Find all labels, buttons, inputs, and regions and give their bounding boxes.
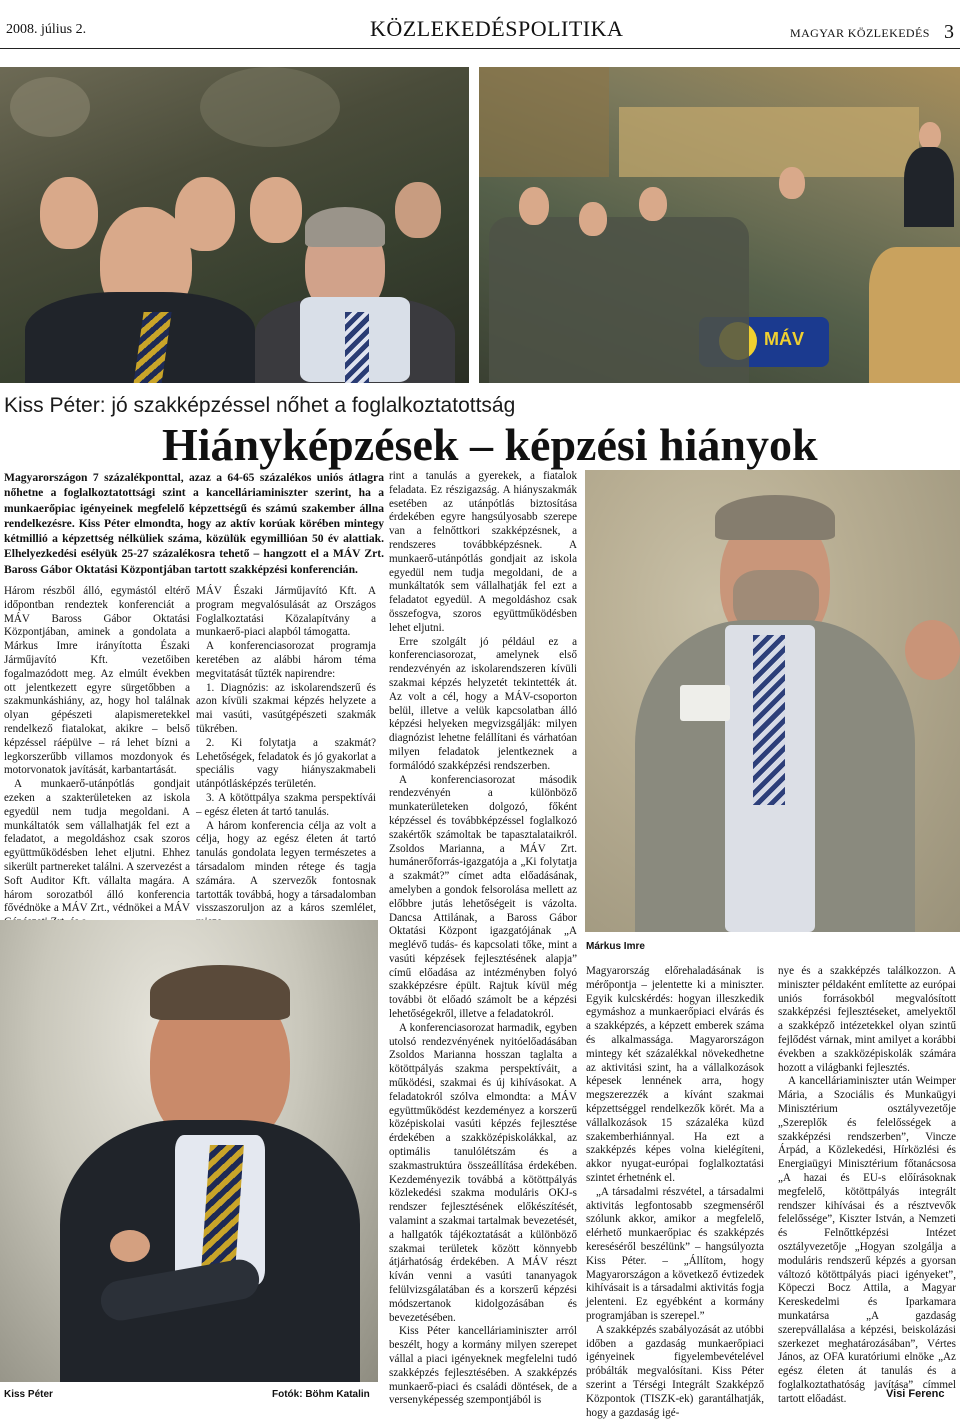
page-number: 3 [944,21,954,43]
issue-date: 2008. július 2. [6,22,87,37]
article-kicker: Kiss Péter: jó szakképzéssel nőhet a foglalkoztatottság [4,394,516,417]
paragraph: MÁV Északi Járműjavító Kft. A program megvalósulását az Országos Foglalkoztatási Közalapítvány a munkaerő-piaci alapból támogatta. [196,585,376,639]
markus-imre-photo [585,470,960,932]
paragraph: A kancelláriaminiszter után Weimper Mária, a Szociális és Munkaügyi Minisztérium osztályvezetője „Szereplők és felelősségek a szakképzési rendszerben”, Vincze Árpád, a Közlekedési, Hírközlési és Energiaügyi Minisztérium főtanácsosa „A hazai és EU-s előírásoknak megfelelő, kötöttpályás integrált rendszer kihívásai és a résztvevők felelőssége”, Kiszter István, a Nemzeti és Felnőttképzési Intézet osztályvezetője „Hogyan szolgálja a moduláris rendszerű képzés a gyorsan változó kötöttpályás piaci igényeket”, Köpeczi Bocz Attila, a Magyar Kereskedelmi és Iparkamara munkatársa „A gazdaság szerepvállalása a képzési, beiskolázási szerkezet meghatározásában”, Vértes János, az OFA kuratóriumi elnöke „Az egész életen át tanulás és a foglalkoztathatóság javítása” címmel tartott előadást. [778,1075,956,1405]
body-column-3 [389,470,577,1408]
article-lead: Magyarországon 7 százalékponttal, azaz a 64-65 százalékos uniós átlagra nőhetne a foglalkoztatottsági szint a kancelláriaminiszter szerint, ha a munkaerőpiac igényeinek megfelelő képzettségű és számú szakember állna rendelkezésre. Kiss Péter elmondta, hogy az aktív korúak körében mintegy kétmillió a képzettség nélküliek száma, közülük egymillióan 50 év alattiak. Elhelyezkedési esélyük 25-27 százalékosra tehető – hangzott el a MÁV Zrt. Baross Gábor Oktatási Központjában tartott szakképzési konferencián. [4,471,384,576]
audience-photo-left [0,67,469,383]
body-column-1 [4,585,190,930]
paragraph: 1. Diagnózis: az iskolarendszerű és azon kívüli szakmai képzés helyzete a mai vasúti, vasútgépészeti szakmák tükrében. [196,681,376,735]
paragraph: rint a tanulás a gyerekek, a fiatalok feladata. Ez részigazság. A hiányszakmák esetében az utánpótlás biztosítása érdekében egyre hangsúlyosabb szerepe van a felnőttkori szakképzésnek, a rendszeres továbbképzésnek. A munkaerő-utánpótlás gondjait az iskola egyedül nem tudja megoldani, de a munkáltatók sem vállalhatják fel ezt a feladatot egyedül. A megoldáshoz csak összefogva, szoros együttműködésben lehet eljutni. [389,470,577,634]
mav-logo-text: MÁV [764,329,804,349]
paragraph: A munkaerő-utánpótlás gondjait ezeken a szakterületeken az iskola egyedül nem tudja megoldani. A munkáltatók sem vállalhatják fel ezt a feladatot, a megoldáshoz csak szoros együttműködésben lehet eljutni. Ehhez sikerült partnereket találni. A szervezést a Soft Auditor Kft. vállalta magára. A három sorozatból álló konferencia fővédnöke a MÁV Zrt., védnökei a MÁV [4,778,190,915]
body-column-5 [778,965,956,1407]
paragraph: A szakképzés szabályozását az utóbbi időben a gazdaság munkaerőpiaci igényeinek figyelembevételével próbálták megvalósítani. Kiss Péter szerint a Térségi Integrált Szakképző Központok (TISZK-ek) garantálhatják, hogy a gazdaság igé- [586,1323,764,1419]
paragraph: A konferenciasorozat programja keretében az alábbi három téma megvitatását tűzték napirendre: [196,640,376,680]
newspaper-name: MAGYAR KÖZLEKEDÉS [790,26,930,40]
conference-room-photo [479,67,960,383]
article-headline: Hiányképzések – képzési hiányok [162,419,818,470]
caption-kiss-peter: Kiss Péter [4,1389,53,1400]
paragraph: 3. A kötöttpálya szakma perspektívái – egész életen át tartó tanulás. [196,791,376,818]
paragraph: Három részből álló, egymástól eltérő időpontban rendeztek konferenciát a MÁV Baross Gábor Oktatási Központjában, aminek a gondolata a Márkus Imre irányította Északi Járműjavító Kft. vezetőiben fogalmazódott meg. Az elmúlt években ott jelentkezett egyre sürgetőbben a szakmunkáshiány, az, hogy hol találnak olyan gépészeti alapismeretekkel rendelkező fiatalokat, akikre – belső képzéssel ráépülve – rá lehet bízni a legkorszerűbb villamos mozdonyok és motorvonatok javítását, karbantartását. [4,585,190,777]
paragraph: Erre szolgált jó például ez a konferenciasorozat, amelynek első rendezvényén az iskolarendszeren kívüli szakmai képzés helyzetét tekintették át. Az volt a cél, hogy a MÁV-csoporton belül, illetve a velük kapcsolatban álló képzési helyeken megvizsgálják: milyen diagnózist lehetne felállítani és várhatóan milyen feladatok jelentkeznek a formálódó szakképzési rendszerben. [389,635,577,772]
paragraph: A konferenciasorozat második rendezvényén a különböző munkaterületeken dolgozó, főként képzéssel és továbbképzéssel foglalkozó szakértők számoltak be tapasztalataikról. Zsoldos Marianna, a MÁV Zrt. humánerőforrás-igazgatója a „Ki folytatja a szakmát?” címet adta előadásának, amelyben a gondok felsorolása mellett az előbbre jutás lehetőségeit is vázolta. Dancsa Attilának, a Baross Gábor Oktatási Központ igazgatójának „A meglévő tudás- és kapcsolati tőke, mint a vasúti képzések fejlesztésének alapja” című előadása az intézményben folyó szakképzésre épült. Rajtuk kívül még további öt előadó számolt be a képzési lehetőségekről, illetve a feladatokról. [389,773,577,1021]
section-title: KÖZLEKEDÉSPOLITIKA [370,16,624,41]
body-column-4 [586,965,764,1420]
paragraph: Magyarország előrehaladásának is mérőpontja – jelentette ki a miniszter. Egyik kulcskérdés: hogyan illeszkedik egymáshoz a munkaerőpiaci elvárás és a szakképzés, a képzett emberek száma és alkalmassága. Magyarországon mintegy két százalékkal növekedhetne az aktivitási szint, ha a vállalkozások képesek lennének arra, hogy megszerezzék a kívánt szakmai képzettséggel rendelkezők körét. Ma a vállalkozások 15 százaléka küzd szakemberhiánnyal. Ha ezt a szakképzés képes volna kielégíteni, akkor nyugat-európai foglalkoztatási szintet érhetnénk el. [586,965,764,1184]
paragraph: A három konferencia célja az volt a célja, hogy az egész életen át tartó tanulás gondolata legyen természetes a társadalom minden rétege és tagja számára. A szervezők fontosnak tartották továbbá, hogy a társadalomban visszaszoruljon az a káros szemlélet, [196,819,376,915]
body-column-2 [196,585,376,930]
kiss-peter-photo [0,920,378,1382]
caption-markus-imre: Márkus Imre [586,941,645,952]
paragraph: nye és a szakképzés találkozzon. A miniszter példaként említette az európai uniós forrásokból megvalósított szakképzési fejlesztéseket, amelyektől a szakképző intézetekkel olyan szintű fejlődést várnak, mint amilyet a korábbi években a szakközépiskolák számára hozott a világbanki fejlesztés. [778,965,956,1074]
paragraph: 2. Ki folytatja a szakmát? Lehetőségek, feladatok és jó gyakorlat a speciális vagy hiányszakmabeli utánpótlásképzés területén. [196,736,376,791]
paragraph: Kiss Péter kancelláriaminiszter arról beszélt, hogy a kormány milyen szerepet vállal a piaci igényeknek megfelelni tudó szakképzés fejlesztésében. A szakképzés munkaerő-piaci és családi döntések, de a versenyképesség szempontjából is [389,1325,577,1407]
paragraph: „A társadalmi részvétel, a társadalmi aktivitás legfontosabb szegmenséről szólunk akkor, amikor a megfelelő, elérhető munkaerőpiac és szakképzés kereséséről beszélünk” – hangsúlyozta Kiss Péter. – „Állítom, hogy Magyarországon a következő évtizedek kihívásait is a társadalmi aktivitás fogja jelenteni. Ez egyébként a kormány programjában is szerepel.” [586,1185,764,1322]
header-rule [0,48,960,49]
author-signature: Visi Ferenc [886,1388,945,1400]
paragraph: A konferenciasorozat harmadik, egyben utolsó rendezvényének nyitóelőadásában Zsoldos Marianna hosszan taglalta a kötöttpályás szakma perspektíváit, a működési, szakmai és új kihívásokat. A feladatokról szólva elmondta: a MÁV együttműködést kezdeményez a korszerű középiskolai vasúti képzés fejlesztése érdekében a szakközépiskolákkal, az optimális tanulólétszám és a szakmastruktúra összeállítása érdekében. Kezdeményezik továbbá a kötöttpályás közlekedési szakma moduláris OKJ-s rendszer fejlesztésének előkészítését, valamint a szakmai tartalmak bevezetését, a hallgatók tájékoztatását a különböző szakmai területek között könnyebb átjárhatóság érdekében. A MÁV részt kíván venni a vasúti tananyagok felülvizsgálatában és a korszerű képzési módszertanok kidolgozásában és bevezetésében. [389,1021,577,1324]
photo-credit: Fotók: Böhm Katalin [272,1389,370,1400]
